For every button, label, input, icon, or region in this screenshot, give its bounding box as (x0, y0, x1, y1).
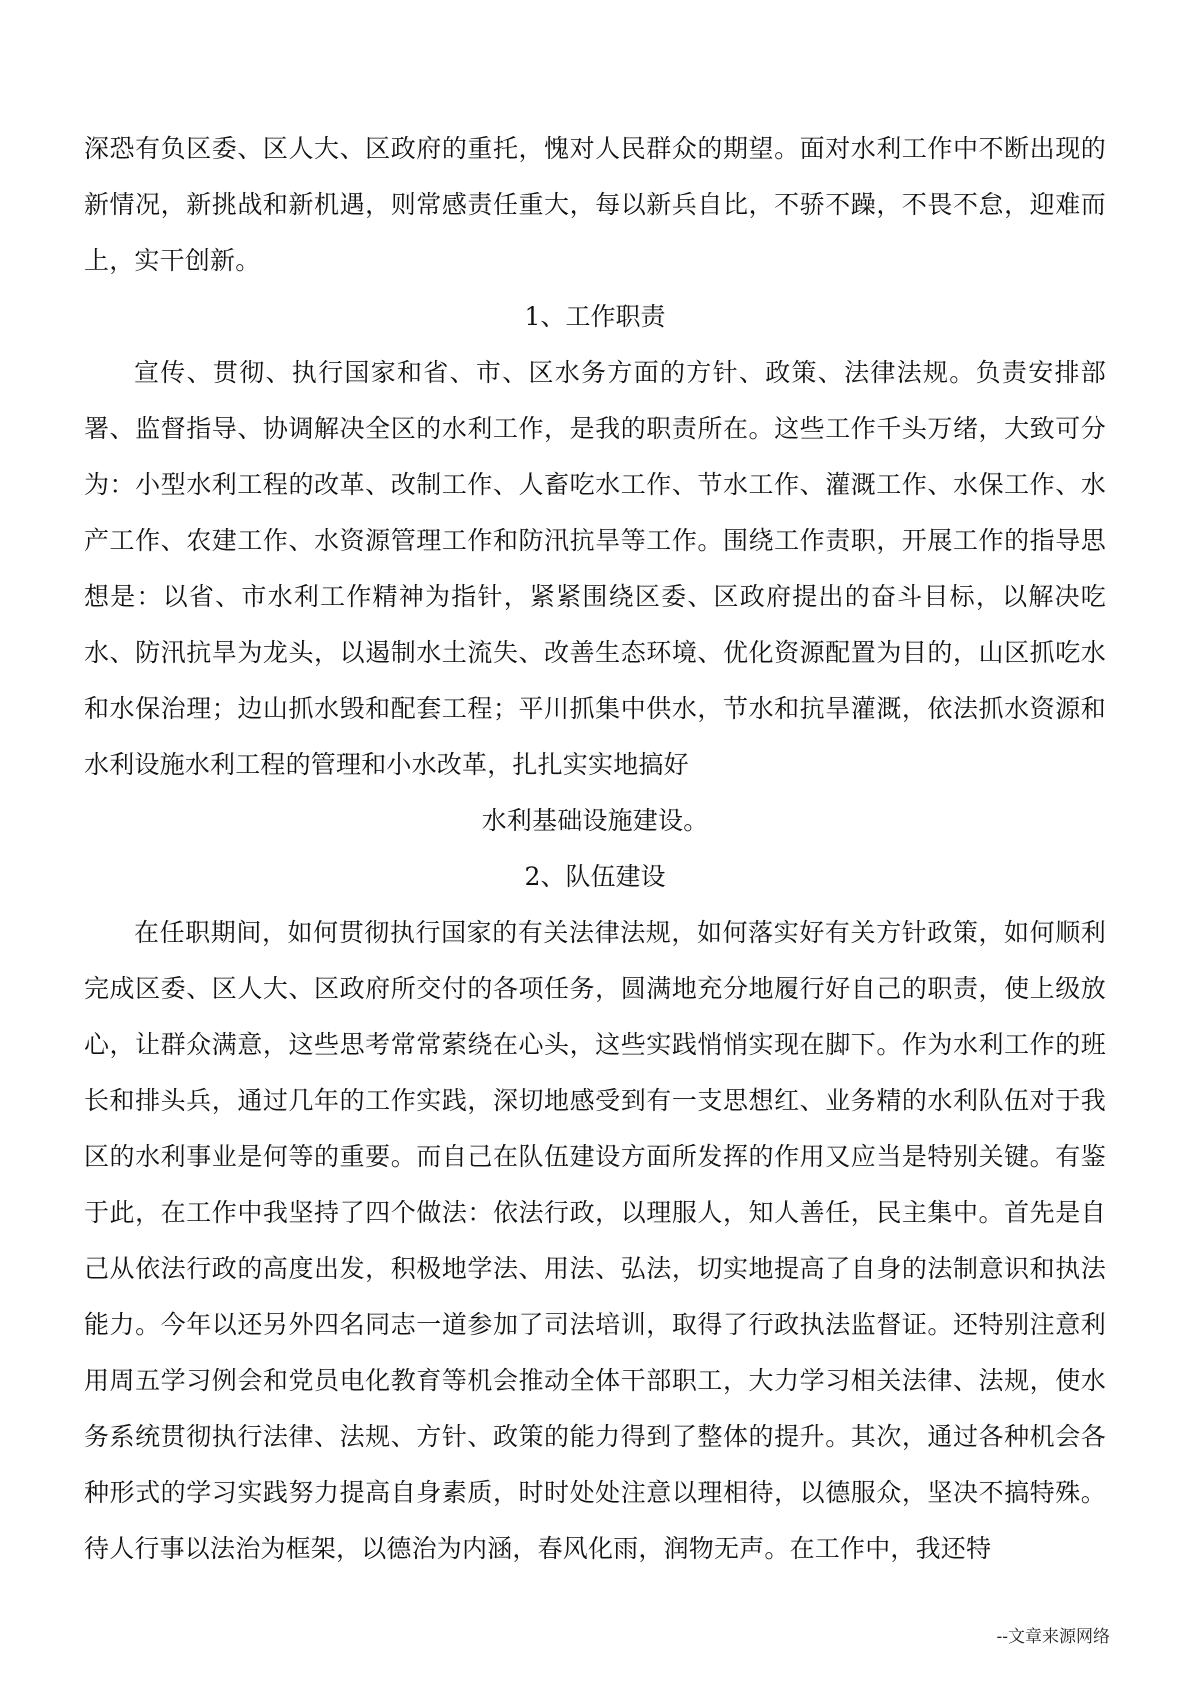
section-1-body: 宣传、贯彻、执行国家和省、市、区水务方面的方针、政策、法律法规。负责安排部署、监督指导、协调解决全区的水利工作，是我的职责所在。这些工作千头万绪，大致可分为：小型水利工程的改革、改制工作、人畜吃水工作、节水工作、灌溉工作、水保工作、水产工作、农建工作、水资源管理工作和防汛抗旱等工作。围绕工作责职，开展工作的指导思想是：以省、市水利工作精神为指针，紧紧围绕区委、区政府提出的奋斗目标，以解决吃水、防汛抗旱为龙头，以遏制水土流失、改善生态环境、优化资源配置为目的，山区抓吃水和水保治理；边山抓水毁和配套工程；平川抓集中供水，节水和抗旱灌溉，依法抓水资源和水利设施水利工程的管理和小水改革，扎扎实实地搞好 (84, 358, 1106, 779)
document-content (84, 121, 1106, 1577)
section-2-body: 在任职期间，如何贯彻执行国家的有关法律法规，如何落实好有关方针政策，如何顺利完成区委、区人大、区政府所交付的各项任务，圆满地充分地履行好自己的职责，使上级放心，让群众满意，这些思考常常萦绕在心头，这些实践悄悄实现在脚下。作为水利工作的班长和排头兵，通过几年的工作实践，深切地感受到有一支思想红、业务精的水利队伍对于我区的水利事业是何等的重要。而自己在队伍建设方面所发挥的作用又应当是特别关键。有鉴于此，在工作中我坚持了四个做法：依法行政，以理服人，知人善任，民主集中。首先是自己从依法行政的高度出发，积极地学法、用法、弘法，切实地提高了自身的法制意识和执法能力。今年以还另外四名同志一道参加了司法培训，取得了行政执法监督证。还特别注意利用周五学习例会和党员电化教育等机会推动全体干部职工，大力学习相关法律、法规，使水务系统贯彻执行法律、法规、方针、政策的能力得到了整体的提升。其次，通过各种机会各种形式的学习实践努力提高自身素质，时时处处注意以理相待，以德服众，坚决不搞特殊。待人行事以法治为框架，以德治为内涵，春风化雨，润物无声。在工作中，我还特 (84, 918, 1106, 1563)
source-note: --文章来源网络 (996, 1627, 1110, 1647)
lead-paragraph: 深恐有负区委、区人大、区政府的重托，愧对人民群众的期望。面对水利工作中不断出现的新情况，新挑战和新机遇，则常感责任重大，每以新兵自比，不骄不躁，不畏不怠，迎难而上，实干创新。 (84, 134, 1106, 275)
section-1-tail: 水利基础设施建设。 (481, 806, 709, 835)
section-2-title: 2、队伍建设 (524, 862, 666, 891)
section-1-title: 1、工作职责 (524, 302, 666, 331)
